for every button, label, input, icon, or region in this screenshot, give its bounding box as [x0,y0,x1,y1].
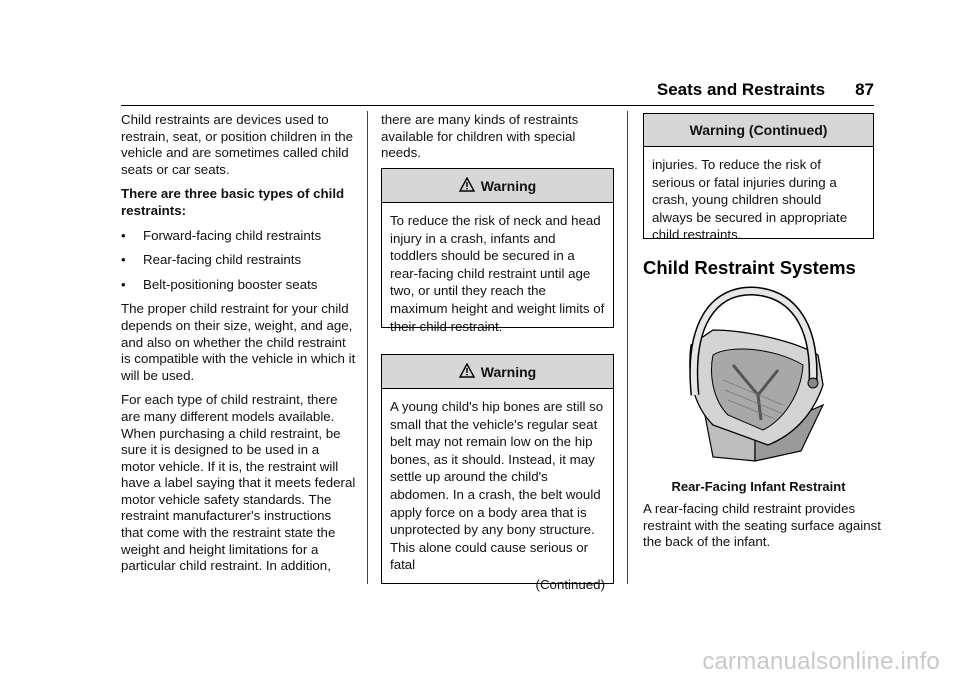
page-header [657,80,874,100]
list-item: • Rear-facing child restraints [121,252,302,268]
warning-header [644,114,873,147]
warning-box-hip-bones [381,354,614,592]
header-rule [121,105,874,106]
warning-triangle-icon [459,177,475,195]
warning-header [382,169,613,203]
page-number: 87 [855,80,874,99]
column-1 [121,112,356,583]
warning-box-neck-injury [381,168,614,334]
column-divider-2 [627,111,628,584]
warning-title: Warning [480,177,537,194]
list-item: • Forward-facing child restraints [121,227,322,243]
warning-title: Warning (Continued) [689,122,828,138]
types-heading: There are three basic types of child restraints: [121,186,345,218]
figure-caption: Rear-Facing Infant Restraint [671,479,846,494]
column-2 [381,112,613,170]
warning-body: To reduce the risk of neck and head injury in a crash, infants and toddlers should be secured in a rear-facing child restraint until age two, or until they reach the maximum height and weight limits of their child restraint. [390,213,605,334]
special-needs-paragraph: there are many kinds of restraints available for children with special needs. [381,112,579,161]
warning-text: A young child's hip bones are still so small that the vehicle's regular seat belt may not remain low on the hip bones, as it should. Instead, it may settle up around the child's abdomen. In a crash, the belt would apply force on a body area that is unprotected by any bony structure. This alone could cause serious or fatal [390,399,604,573]
watermark: carmanualsonline.info [702,648,940,675]
warning-body [382,389,613,600]
column-divider-1 [367,111,368,584]
section-title: Child Restraint Systems [643,257,856,278]
warning-triangle-icon [459,363,475,381]
rear-facing-paragraph: A rear-facing child restraint provides restraint with the seating surface against the back of the infant. [643,501,881,550]
proper-restraint-paragraph: The proper child restraint for your child depends on their size, weight, and age, and also on whether the child restraint is compatible with the vehicle in which it will be used. [121,301,356,383]
continued-label: (Continued) [535,576,605,592]
intro-paragraph: Child restraints are devices used to restrain, seat, or position children in the vehicle and are sometimes called child seats or car seats. [121,112,354,177]
warning-header [382,355,613,389]
warning-title: Warning [480,363,537,380]
types-paragraph: For each type of child restraint, there are many different models available. When purchasing a child restraint, be sure it is designed to be used in a motor vehicle. If it is, the restraint will have a label saying that it meets federal motor vehicle safety standards. The restraint manufacturer's instructions that come with the restraint state the weight and height limitations for a particular child restraint. In addition, [121,392,356,574]
infant-car-seat-illustration [683,285,829,463]
warning-box-continued [643,113,874,243]
warning-body: injuries. To reduce the risk of serious or fatal injuries during a crash, young children should always be secured in appropriate child restraints. [652,157,848,243]
list-item: • Belt-positioning booster seats [121,276,318,292]
section-header: Seats and Restraints [656,80,826,99]
